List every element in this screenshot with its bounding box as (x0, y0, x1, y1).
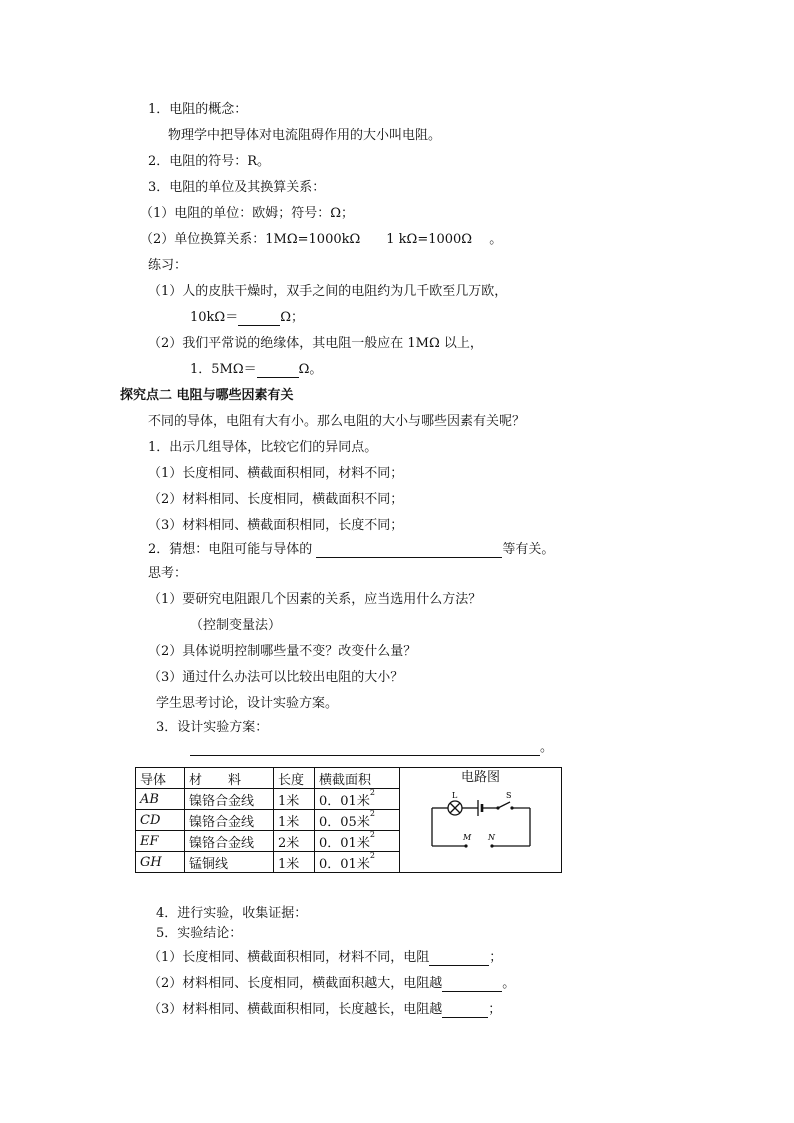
material-cell: 锰铜线 (185, 852, 274, 873)
text-segment: 等有关。 (502, 542, 555, 557)
material-cell: 镍铬合金线 (185, 810, 274, 831)
text-segment: （3）材料相同、横截面积相同，长度越长，电阻越 (148, 1002, 443, 1017)
text-segment: Ω。 (298, 362, 323, 377)
experiment-table (135, 767, 562, 873)
area-value: 0．05米 (319, 814, 370, 830)
conductor-id: GH (136, 852, 185, 873)
switch-contact (510, 806, 513, 809)
text-line: （2）单位换算关系：1MΩ=1000kΩ 1 kΩ=1000Ω 。 (140, 232, 503, 247)
text-segment: ； (489, 950, 503, 965)
conductor-id: AB (136, 789, 185, 810)
conductor-id: EF (136, 831, 185, 852)
text-line: 思考： (148, 566, 188, 581)
circuit-title: 电路图 (460, 770, 500, 785)
text-line: 3．电阻的单位及其换算关系： (148, 180, 326, 195)
material-cell: 镍铬合金线 (185, 831, 274, 852)
area-cell (315, 831, 400, 852)
text-line: （控制变量法） (190, 618, 282, 633)
table-header: 材 料 (185, 768, 274, 789)
text-line (190, 740, 553, 756)
answer-blank[interactable] (190, 741, 540, 756)
switch-label: S (505, 791, 511, 800)
text-line (148, 1002, 501, 1018)
text-segment: 10kΩ＝ (190, 310, 239, 325)
text-line: 4．进行实验，收集证据： (156, 906, 308, 921)
length-cell: 1米 (274, 789, 315, 810)
text-line (190, 310, 304, 326)
area-exponent: 2 (369, 850, 375, 860)
area-cell (315, 852, 400, 873)
text-line: 2．电阻的符号：R。 (148, 154, 271, 169)
text-segment: Ω； (280, 310, 304, 325)
table-header: 导体 (136, 768, 185, 789)
area-value: 0．01米 (319, 856, 370, 872)
lamp-label: L (451, 791, 457, 800)
answer-blank[interactable] (442, 1003, 488, 1018)
text-segment: （2）材料相同、长度相同，横截面积越大，电阻越 (148, 976, 443, 991)
switch-lever (498, 802, 510, 808)
text-line: （3）通过什么办法可以比较出电阻的大小？ (148, 670, 404, 685)
area-exponent: 2 (369, 787, 375, 797)
length-cell: 1米 (274, 852, 315, 873)
text-line: 练习： (148, 258, 188, 273)
area-cell (315, 810, 400, 831)
text-segment: ； (488, 1002, 502, 1017)
text-line: （2）具体说明控制哪些量不变？改变什么量？ (148, 644, 417, 659)
length-cell: 2米 (274, 831, 315, 852)
text-line: 不同的导体，电阻有大有小。那么电阻的大小与哪些因素有关呢？ (148, 414, 526, 429)
area-exponent: 2 (369, 808, 375, 818)
text-segment: 2．猜想：电阻可能与导体的 (148, 542, 313, 557)
text-line (148, 542, 554, 558)
text-line: （1）人的皮肤干燥时，双手之间的电阻约为几千欧至几万欧， (148, 284, 508, 299)
answer-blank[interactable] (238, 311, 280, 326)
text-line: 1．电阻的概念： (148, 102, 248, 117)
length-cell: 1米 (274, 810, 315, 831)
answer-blank[interactable] (429, 951, 489, 966)
terminal-m-label: M (462, 833, 471, 842)
terminal-n-label: N (487, 833, 495, 842)
circuit-cell (400, 768, 562, 873)
answer-blank[interactable] (257, 363, 299, 378)
text-line (190, 362, 322, 378)
text-segment: 1．5MΩ＝ (190, 362, 257, 377)
answer-blank[interactable] (442, 977, 502, 992)
section-heading: 探究点二 电阻与哪些因素有关 (120, 388, 294, 403)
area-value: 0．01米 (319, 793, 370, 809)
terminal-m (464, 844, 467, 847)
area-exponent: 2 (369, 829, 375, 839)
text-line: （1）长度相同、横截面积相同，材料不同； (148, 466, 404, 481)
text-line: （1）要研究电阻跟几个因素的关系，应当选用什么方法？ (148, 592, 482, 607)
text-segment: 。 (540, 740, 554, 755)
table-header-row (136, 768, 562, 789)
text-segment: 。 (502, 976, 516, 991)
text-line: 1．出示几组导体，比较它们的异同点。 (148, 440, 378, 455)
text-line: （1）电阻的单位：欧姆；符号：Ω； (140, 206, 355, 221)
material-cell: 镍铬合金线 (185, 789, 274, 810)
area-value: 0．01米 (319, 835, 370, 851)
text-line: （2）我们平常说的绝缘体，其电阻一般应在 1MΩ 以上， (148, 336, 483, 351)
answer-blank[interactable] (316, 543, 502, 558)
table-header: 长度 (274, 768, 315, 789)
table-header: 横截面积 (315, 768, 400, 789)
text-line: 学生思考讨论，设计实验方案。 (156, 696, 339, 711)
circuit-diagram (426, 790, 536, 860)
text-line: （3）材料相同、横截面积相同，长度不同； (148, 518, 404, 533)
terminal-n (490, 844, 493, 847)
text-line: （2）材料相同、长度相同，横截面积不同； (148, 492, 404, 507)
switch-contact (496, 806, 499, 809)
text-segment: （1）长度相同、横截面积相同，材料不同，电阻 (148, 950, 430, 965)
conductor-id: CD (136, 810, 185, 831)
text-line: 5．实验结论： (156, 926, 243, 941)
area-cell (315, 789, 400, 810)
text-line (148, 976, 515, 992)
text-line: 物理学中把导体对电流阻碍作用的大小叫电阻。 (168, 128, 442, 143)
text-line (148, 950, 502, 966)
text-line: 3．设计实验方案： (156, 720, 269, 735)
